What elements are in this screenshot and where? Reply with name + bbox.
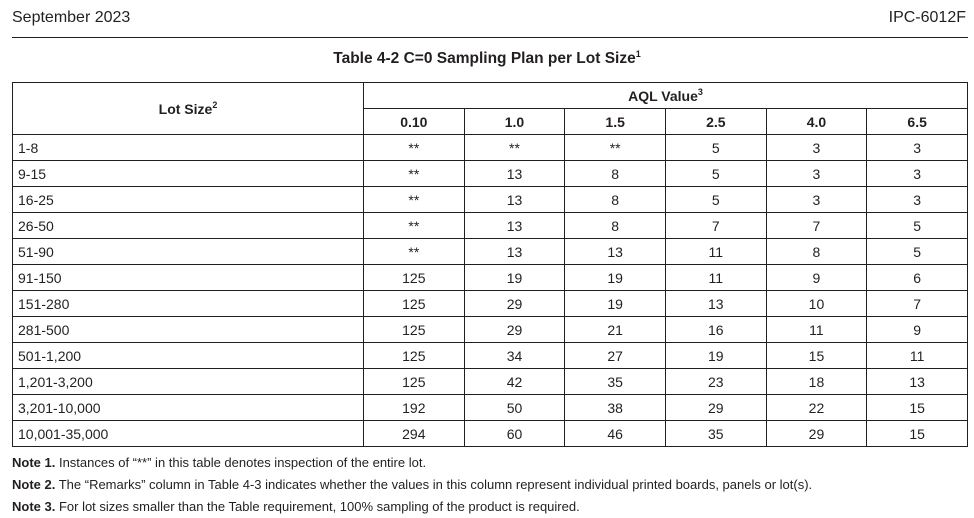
aql-column-header: 1.0 — [464, 109, 565, 135]
aql-column-header: 0.10 — [364, 109, 465, 135]
sample-size-cell: 19 — [665, 343, 766, 369]
sample-size-cell: 7 — [766, 213, 867, 239]
sample-size-cell: ** — [364, 161, 465, 187]
lot-size-cell: 151-280 — [13, 291, 364, 317]
sample-size-cell: 19 — [464, 265, 565, 291]
sample-size-cell: ** — [364, 213, 465, 239]
sample-size-cell: 6 — [867, 265, 968, 291]
note-line — [12, 474, 812, 496]
lot-size-cell: 1,201-3,200 — [13, 369, 364, 395]
lot-size-header-label: Lot Size — [158, 101, 213, 117]
table-row — [13, 239, 968, 265]
sample-size-cell: 13 — [565, 239, 666, 265]
sample-size-cell: 23 — [665, 369, 766, 395]
table-body — [13, 135, 968, 447]
lot-size-cell: 1-8 — [13, 135, 364, 161]
sample-size-cell: 13 — [464, 239, 565, 265]
table-header-row — [13, 83, 968, 109]
sample-size-cell: 10 — [766, 291, 867, 317]
sample-size-cell: 125 — [364, 291, 465, 317]
sample-size-cell: 19 — [565, 265, 666, 291]
sample-size-cell: 29 — [464, 317, 565, 343]
sample-size-cell: 34 — [464, 343, 565, 369]
table-title — [0, 49, 974, 68]
aql-column-header: 1.5 — [565, 109, 666, 135]
sample-size-cell: 3 — [867, 187, 968, 213]
sample-size-cell: 46 — [565, 421, 666, 447]
lot-size-cell: 281-500 — [13, 317, 364, 343]
note-text: For lot sizes smaller than the Table requirement, 100% sampling of the product is required. — [55, 499, 580, 514]
sample-size-cell: 35 — [565, 369, 666, 395]
sample-size-cell: 125 — [364, 265, 465, 291]
table-row — [13, 161, 968, 187]
aql-footnote-ref: 3 — [697, 87, 703, 97]
sample-size-cell: 3 — [867, 161, 968, 187]
sample-size-cell: 21 — [565, 317, 666, 343]
sample-size-cell: 13 — [867, 369, 968, 395]
aql-value-header — [364, 83, 968, 109]
table-row — [13, 291, 968, 317]
header-divider — [12, 37, 968, 38]
aql-column-header: 4.0 — [766, 109, 867, 135]
sample-size-cell: 8 — [565, 213, 666, 239]
lot-size-cell: 16-25 — [13, 187, 364, 213]
table-title-text: Table 4-2 C=0 Sampling Plan per Lot Size — [333, 50, 636, 67]
sample-size-cell: 27 — [565, 343, 666, 369]
sample-size-cell: 11 — [665, 239, 766, 265]
table-row — [13, 317, 968, 343]
sample-size-cell: ** — [464, 135, 565, 161]
lot-size-cell: 3,201-10,000 — [13, 395, 364, 421]
lot-size-cell: 26-50 — [13, 213, 364, 239]
sample-size-cell: 35 — [665, 421, 766, 447]
sample-size-cell: 5 — [867, 239, 968, 265]
table-row — [13, 343, 968, 369]
aql-value-header-label: AQL Value — [628, 88, 698, 104]
sample-size-cell: 11 — [665, 265, 766, 291]
sample-size-cell: 38 — [565, 395, 666, 421]
sample-size-cell: 13 — [464, 213, 565, 239]
sample-size-cell: 22 — [766, 395, 867, 421]
sample-size-cell: 50 — [464, 395, 565, 421]
aql-column-header: 6.5 — [867, 109, 968, 135]
sample-size-cell: 7 — [665, 213, 766, 239]
sample-size-cell: 16 — [665, 317, 766, 343]
note-text: The “Remarks” column in Table 4-3 indicates whether the values in this column represent individual printed boards, panels or lot(s). — [55, 477, 813, 492]
sample-size-cell: 9 — [766, 265, 867, 291]
sample-size-cell: 8 — [565, 161, 666, 187]
table-notes — [12, 452, 812, 518]
sample-size-cell: 125 — [364, 317, 465, 343]
sample-size-cell: ** — [364, 239, 465, 265]
lot-size-footnote-ref: 2 — [212, 100, 218, 110]
sample-size-cell: 19 — [565, 291, 666, 317]
note-line — [12, 452, 812, 474]
sample-size-cell: 5 — [665, 135, 766, 161]
sample-size-cell: 11 — [766, 317, 867, 343]
sample-size-cell: 9 — [867, 317, 968, 343]
table-row — [13, 265, 968, 291]
sample-size-cell: 15 — [867, 395, 968, 421]
table-row — [13, 369, 968, 395]
sample-size-cell: 192 — [364, 395, 465, 421]
sample-size-cell: 125 — [364, 369, 465, 395]
sample-size-cell: 3 — [766, 161, 867, 187]
table-row — [13, 135, 968, 161]
aql-column-header: 2.5 — [665, 109, 766, 135]
sample-size-cell: 13 — [464, 187, 565, 213]
sample-size-cell: 29 — [665, 395, 766, 421]
lot-size-cell: 9-15 — [13, 161, 364, 187]
note-label: Note 1. — [12, 455, 56, 470]
table-row — [13, 421, 968, 447]
table-row — [13, 213, 968, 239]
sample-size-cell: 60 — [464, 421, 565, 447]
lot-size-cell: 10,001-35,000 — [13, 421, 364, 447]
sample-size-cell: 29 — [766, 421, 867, 447]
sample-size-cell: 42 — [464, 369, 565, 395]
page-header-doc-id: IPC-6012F — [888, 9, 966, 26]
note-label: Note 3. — [12, 499, 56, 514]
sampling-plan-table — [12, 82, 968, 447]
sample-size-cell: ** — [364, 135, 465, 161]
sample-size-cell: 5 — [867, 213, 968, 239]
sample-size-cell: 13 — [665, 291, 766, 317]
sample-size-cell: 15 — [867, 421, 968, 447]
sample-size-cell: 15 — [766, 343, 867, 369]
table-title-footnote-ref: 1 — [635, 49, 641, 59]
sample-size-cell: 18 — [766, 369, 867, 395]
page-header-date: September 2023 — [12, 9, 131, 26]
sample-size-cell: 294 — [364, 421, 465, 447]
lot-size-header — [13, 83, 364, 135]
sample-size-cell: 11 — [867, 343, 968, 369]
table-row — [13, 187, 968, 213]
sample-size-cell: ** — [565, 135, 666, 161]
sample-size-cell: 3 — [867, 135, 968, 161]
table-row — [13, 395, 968, 421]
sample-size-cell: 7 — [867, 291, 968, 317]
lot-size-cell: 501-1,200 — [13, 343, 364, 369]
sample-size-cell: 125 — [364, 343, 465, 369]
sample-size-cell: 29 — [464, 291, 565, 317]
sample-size-cell: ** — [364, 187, 465, 213]
sample-size-cell: 3 — [766, 187, 867, 213]
sample-size-cell: 5 — [665, 161, 766, 187]
note-text: Instances of “**” in this table denotes inspection of the entire lot. — [55, 455, 427, 470]
sample-size-cell: 13 — [464, 161, 565, 187]
sample-size-cell: 3 — [766, 135, 867, 161]
note-label: Note 2. — [12, 477, 56, 492]
lot-size-cell: 91-150 — [13, 265, 364, 291]
sample-size-cell: 8 — [565, 187, 666, 213]
sample-size-cell: 5 — [665, 187, 766, 213]
lot-size-cell: 51-90 — [13, 239, 364, 265]
sample-size-cell: 8 — [766, 239, 867, 265]
